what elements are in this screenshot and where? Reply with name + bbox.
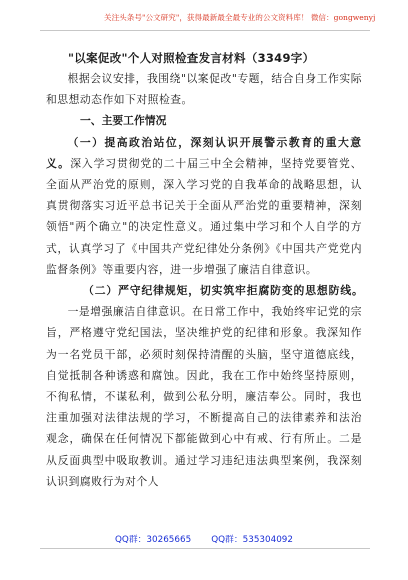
footer-qq-group-2: QQ群：535304092 [211, 535, 294, 545]
item-2-heading: （二）严守纪律规矩，切实筑牢拒腐防变的思想防线。 [83, 284, 364, 298]
item-1-body: 深入学习贯彻党的二十届三中全会精神，坚持党要管党、全面从严治党的原则，深入学习党的自我革命的战略思想，认真贯彻落实习近平总书记关于全面从严治党的重要精神，深刻领悟"两个确立"的决定性意义。通过集中学习和个人自学的方式，认真学习了《中国共产党纪律处分条例》《中国共产党党内监督条例》等重要内容，进一步增强了廉洁自律意识。 [46, 156, 362, 276]
document-body [46, 68, 362, 492]
header-divider [40, 30, 370, 31]
item-1-heading [46, 132, 362, 280]
header-banner: 关注头条号"公文研究"，获得最新最全最专业的公文资料库！ 微信：gongwenyj [104, 13, 376, 22]
footer-qq-group-1: QQ群：30265665 [114, 535, 192, 545]
intro-paragraph: 根据会议安排，我围绕"以案促改"专题，结合自身工作实际和思想动态作如下对照检查。 [46, 72, 362, 107]
footer-divider [40, 548, 370, 549]
item-2-body: 一是增强廉洁自律意识。在日常工作中，我始终牢记党的宗旨，严格遵守党纪国法，坚决维护党的纪律和形象。我深知作为一名党员干部，必须时刻保持清醒的头脑，坚守道德底线，自觉抵制各种诱惑和腐蚀。因此，我在工作中始终坚持原则，不徇私情，不谋私利，做到公私分明，廉洁奉公。同时，我也注重加强对法律法规的学习，不断提高自己的法律素养和法治观念，确保在任何情况下都能做到心中有戒、行有所止。二是从反面典型中吸取教训。通过学习违纪违法典型案例，我深刻认识到腐败行为对个人 [46, 305, 362, 488]
section-heading: 一、主要工作情况 [80, 114, 167, 128]
footer-contact [0, 532, 408, 545]
item-1-heading-text: （一）提高政治站位，深刻认识开展警示教育的重大意义。 [46, 135, 362, 170]
document-title: "以案促改"个人对照检查发言材料（3349字） [68, 51, 315, 65]
